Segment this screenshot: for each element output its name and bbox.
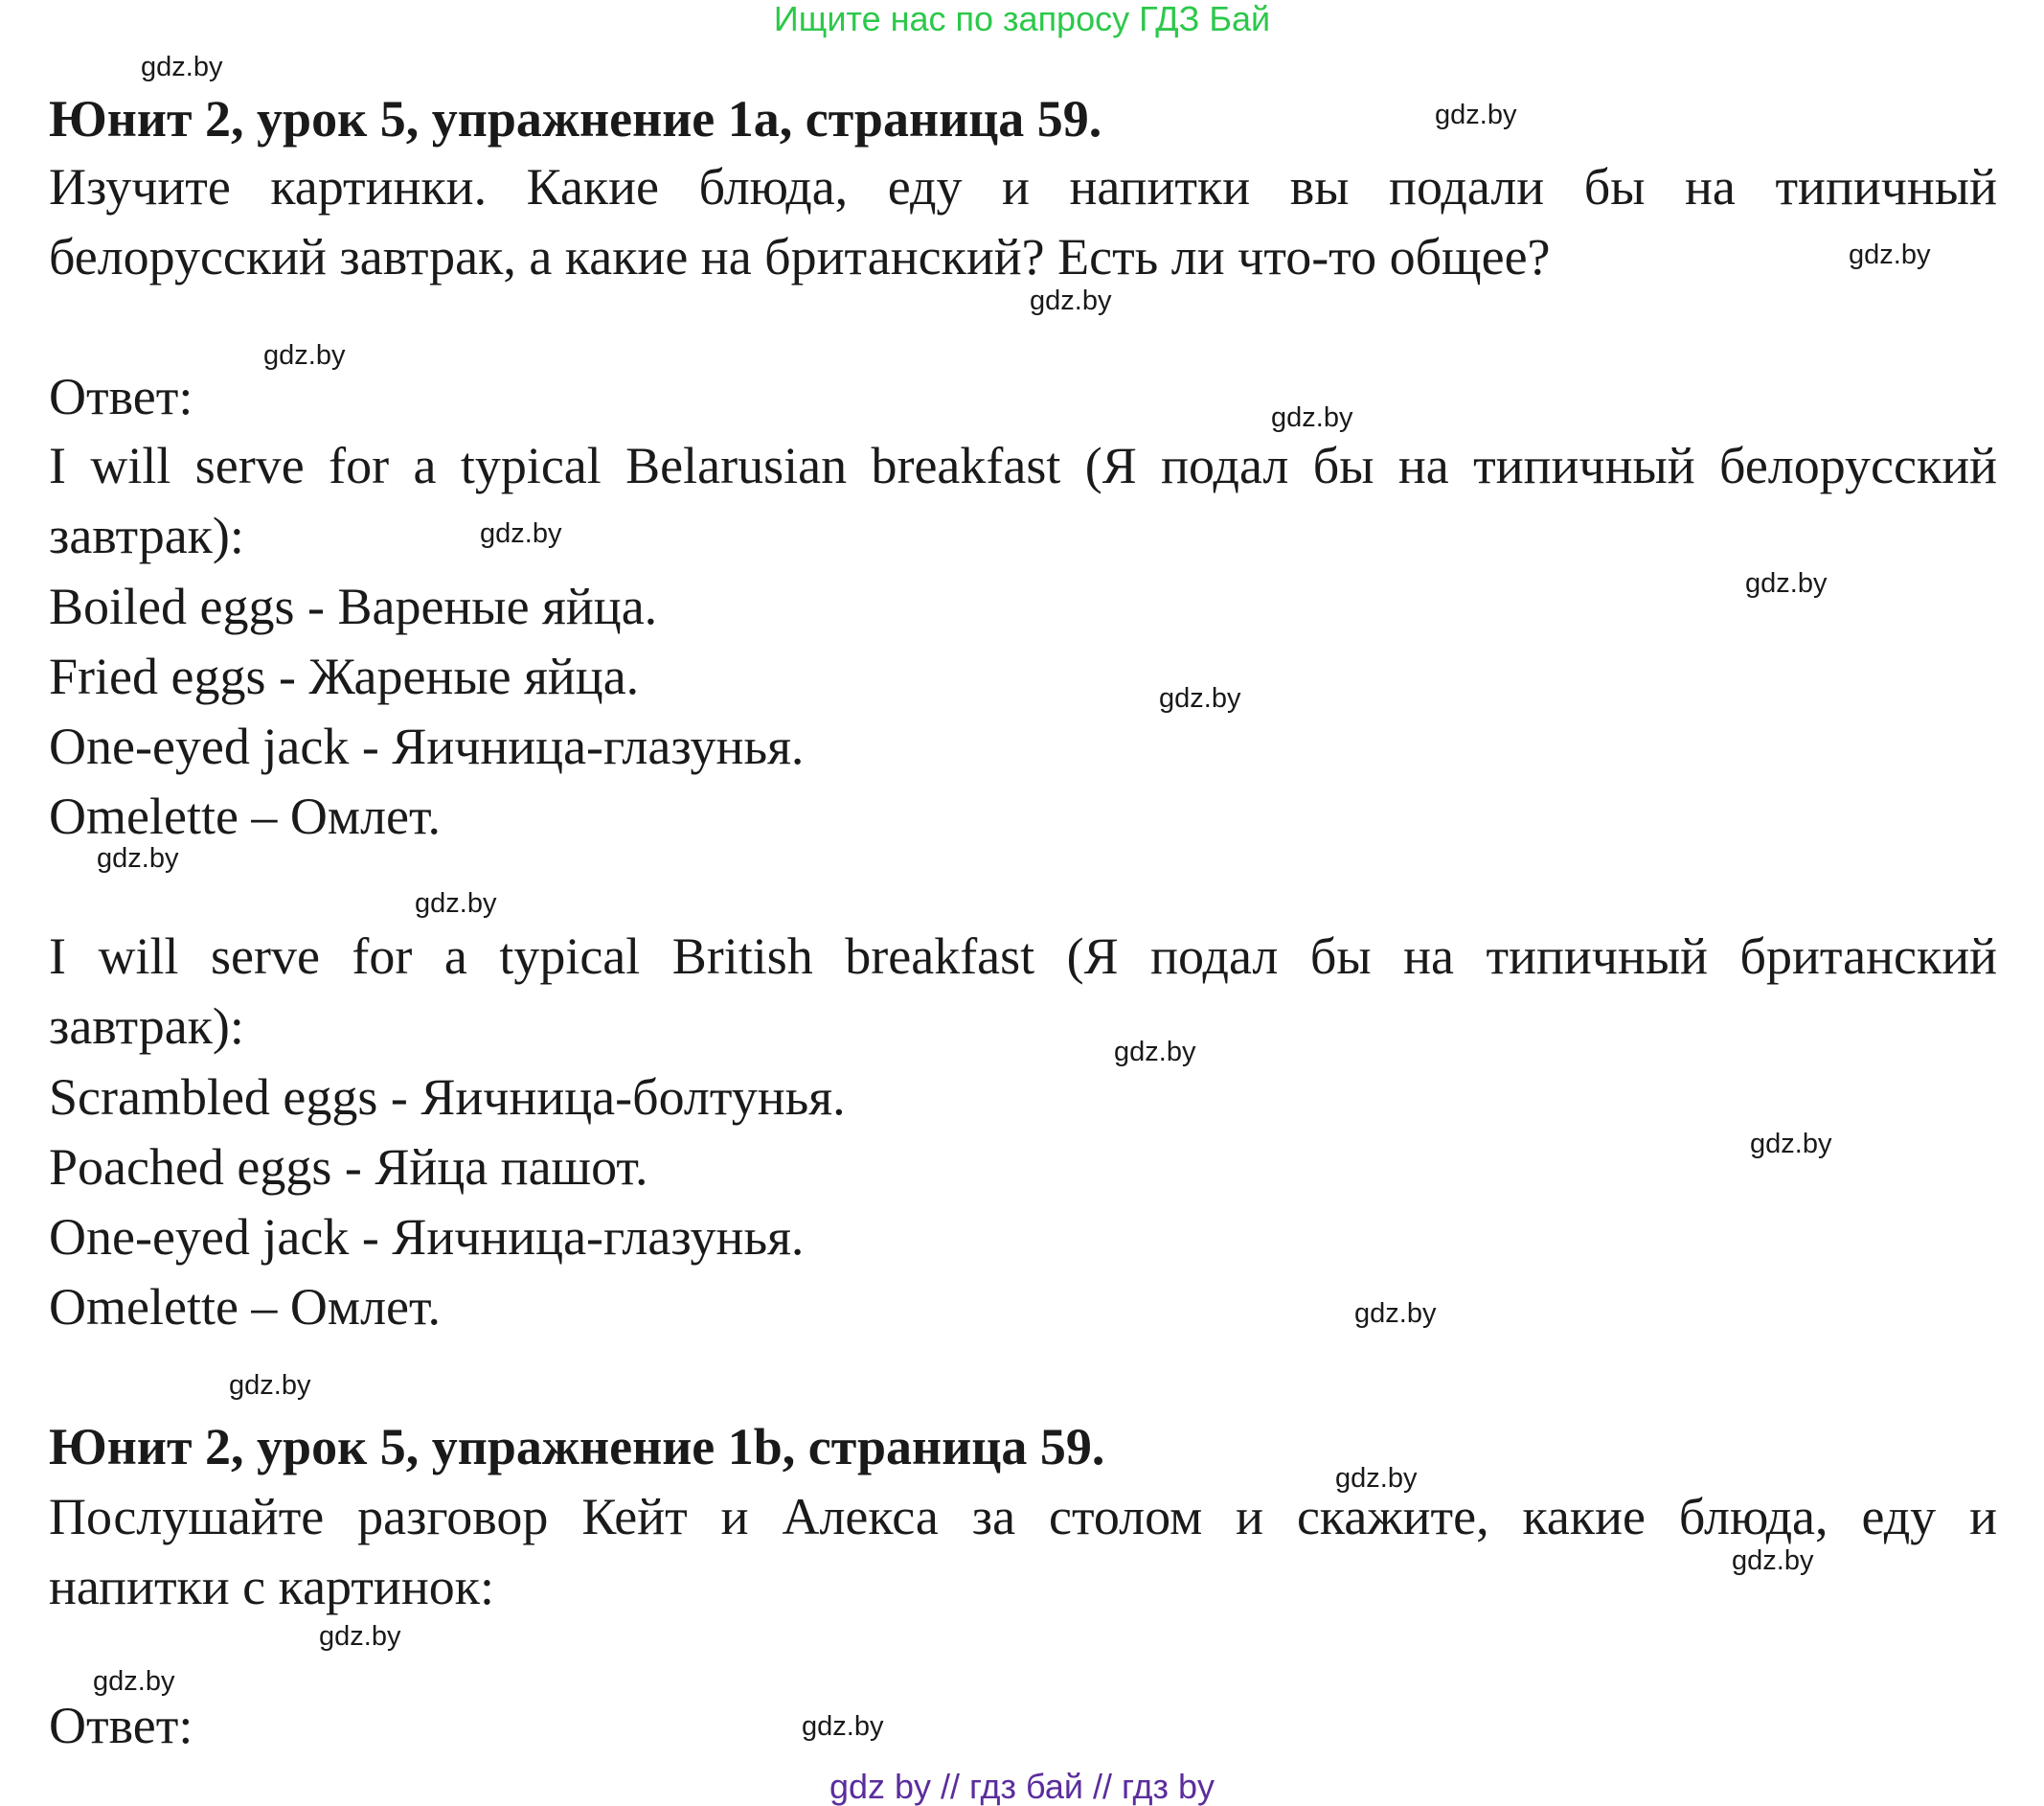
watermark-text: gdz.by (1849, 240, 1931, 270)
watermark-text: gdz.by (229, 1370, 311, 1401)
watermark-text: gdz.by (1271, 402, 1353, 433)
watermark-text: gdz.by (415, 888, 497, 919)
watermark-text: gdz.by (802, 1711, 884, 1742)
watermark-text: gdz.by (93, 1666, 175, 1697)
footer-links: gdz by // гдз бай // гдз by (829, 1767, 1215, 1806)
exercise-1b-task-line-2: напитки с картинок: (49, 1558, 494, 1615)
belarus-intro-line-1: I will serve for a typical Belarusian breakfast (Я подал бы на типичный белорусский (49, 437, 1997, 494)
exercise-1a-task-line-1: Изучите картинки. Какие блюда, еду и напитки вы подали бы на типичный (49, 158, 1997, 216)
watermark-text: gdz.by (1335, 1463, 1418, 1494)
british-item: One-eyed jack - Яичница-глазунья. (49, 1208, 805, 1266)
watermark-text: gdz.by (1354, 1298, 1437, 1329)
watermark-text: gdz.by (1745, 568, 1828, 599)
watermark-text: gdz.by (1159, 683, 1241, 714)
belarus-item: Boiled eggs - Вареные яйца. (49, 578, 658, 635)
watermark-text: gdz.by (319, 1621, 401, 1652)
exercise-1a-task-line-2: белорусский завтрак, а какие на британский? Есть ли что-то общее? (49, 228, 1551, 286)
watermark-text: gdz.by (141, 52, 223, 82)
watermark-text: gdz.by (1030, 286, 1112, 316)
exercise-1a-answer-label: Ответ: (49, 368, 193, 425)
watermark-text: gdz.by (1732, 1545, 1814, 1576)
watermark-text: gdz.by (1114, 1037, 1196, 1067)
exercise-1a-heading: Юнит 2, урок 5, упражнение 1а, страница 59. (49, 90, 1102, 148)
watermark-text: gdz.by (1750, 1129, 1832, 1159)
watermark-text: gdz.by (1435, 100, 1517, 130)
belarus-item: Omelette – Омлет. (49, 788, 442, 845)
belarus-item: One-eyed jack - Яичница-глазунья. (49, 718, 805, 775)
british-item: Scrambled eggs - Яичница-болтунья. (49, 1068, 846, 1126)
british-intro-line-1: I will serve for a typical British breakfast (Я подал бы на типичный британский (49, 927, 1997, 985)
watermark-text: gdz.by (97, 843, 179, 874)
belarus-item: Fried eggs - Жареные яйца. (49, 648, 640, 705)
exercise-1b-task-line-1: Послушайте разговор Кейт и Алекса за столом и скажите, какие блюда, еду и (49, 1488, 1997, 1545)
watermark-text: gdz.by (263, 340, 346, 371)
search-hint-banner: Ищите нас по запросу ГДЗ Бай (773, 0, 1271, 38)
british-item: Poached eggs - Яйца пашот. (49, 1138, 648, 1196)
british-intro-line-2: завтрак): (49, 997, 244, 1055)
exercise-1b-answer-label: Ответ: (49, 1697, 193, 1754)
belarus-intro-line-2: завтрак): (49, 507, 244, 564)
exercise-1b-heading: Юнит 2, урок 5, упражнение 1b, страница 59. (49, 1418, 1105, 1475)
watermark-text: gdz.by (480, 518, 562, 549)
british-item: Omelette – Омлет. (49, 1278, 442, 1336)
